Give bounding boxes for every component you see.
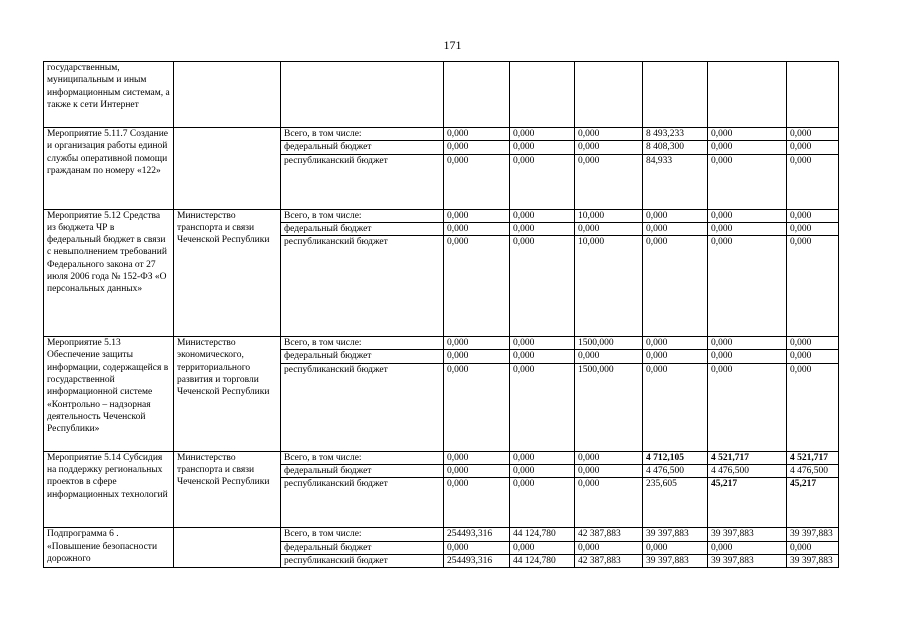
table-row (44, 337, 839, 350)
value-cell: 0,000 (708, 363, 787, 451)
budget-label: федеральный бюджет (281, 350, 444, 363)
executor: Министерство транспорта и связи Чеченской Республики (174, 451, 281, 528)
value-cell: 0,000 (444, 236, 510, 337)
value-cell: 4 521,717 (787, 451, 839, 464)
value-cell: 39 397,883 (787, 554, 839, 567)
value-cell: 0,000 (787, 350, 839, 363)
value-cell: 0,000 (787, 141, 839, 154)
value-cell: 42 387,883 (575, 528, 643, 541)
executor (174, 62, 281, 128)
value-cell: 4 521,717 (708, 451, 787, 464)
value-cell: 0,000 (708, 337, 787, 350)
value-cell: 0,000 (575, 478, 643, 528)
budget-table (43, 61, 839, 568)
value-cell: 0,000 (708, 209, 787, 222)
value-cell: 0,000 (510, 363, 575, 451)
value-cell: 4 476,500 (708, 465, 787, 478)
value-cell: 44 124,780 (510, 554, 575, 567)
value-cell: 0,000 (787, 541, 839, 554)
table-row (44, 209, 839, 222)
value-cell: 8 408,300 (643, 141, 708, 154)
value-cell: 0,000 (510, 209, 575, 222)
value-cell: 0,000 (643, 236, 708, 337)
value-cell: 235,605 (643, 478, 708, 528)
value-cell: 8 493,233 (643, 128, 708, 141)
value-cell: 39 397,883 (708, 554, 787, 567)
value-cell: 0,000 (643, 337, 708, 350)
value-cell: 39 397,883 (787, 528, 839, 541)
value-cell: 0,000 (510, 141, 575, 154)
value-cell: 0,000 (575, 141, 643, 154)
value-cell: 39 397,883 (643, 528, 708, 541)
value-cell: 0,000 (444, 209, 510, 222)
value-cell: 0,000 (510, 154, 575, 209)
value-cell: 0,000 (444, 451, 510, 464)
value-cell: 4 476,500 (787, 465, 839, 478)
value-cell: 0,000 (787, 236, 839, 337)
value-cell: 0,000 (510, 478, 575, 528)
budget-label: республиканский бюджет (281, 478, 444, 528)
value-cell: 0,000 (787, 222, 839, 235)
measure-name: Мероприятие 5.11.7 Создание и организация работы единой службы оперативной помощи гражданам по номеру «122» (44, 128, 174, 210)
value-cell: 0,000 (510, 541, 575, 554)
measure-name: Мероприятие 5.12 Средства из бюджета ЧР в федеральный бюджет в связи с невыполнением требований Федерального закона от 27 июля 2006 года № 152-ФЗ «О персональных данных» (44, 209, 174, 337)
value-cell: 4 476,500 (643, 465, 708, 478)
value-cell: 0,000 (575, 222, 643, 235)
value-cell: 0,000 (643, 363, 708, 451)
value-cell: 0,000 (708, 141, 787, 154)
value-cell: 0,000 (444, 541, 510, 554)
table-row (44, 62, 839, 128)
value-cell: 0,000 (510, 465, 575, 478)
value-cell: 10,000 (575, 236, 643, 337)
budget-label: федеральный бюджет (281, 465, 444, 478)
page-number: 171 (443, 38, 462, 52)
value-cell: 4 712,105 (643, 451, 708, 464)
executor (174, 528, 281, 568)
value-cell: 39 397,883 (708, 528, 787, 541)
value-cell: 42 387,883 (575, 554, 643, 567)
value-cell: 0,000 (708, 128, 787, 141)
budget-label: республиканский бюджет (281, 154, 444, 209)
value-cell: 0,000 (708, 541, 787, 554)
value-cell: 0,000 (444, 222, 510, 235)
value-cell: 0,000 (643, 222, 708, 235)
value-cell: 0,000 (575, 128, 643, 141)
value-cell: 45,217 (787, 478, 839, 528)
value-cell: 0,000 (787, 154, 839, 209)
budget-label: Всего, в том числе: (281, 209, 444, 222)
budget-label: Всего, в том числе: (281, 451, 444, 464)
executor: Министерство экономического, территориального развития и торговли Чеченской Республики (174, 337, 281, 452)
executor (174, 128, 281, 210)
value-cell: 0,000 (643, 209, 708, 222)
budget-label: федеральный бюджет (281, 541, 444, 554)
budget-label: Всего, в том числе: (281, 128, 444, 141)
value-cell: 0,000 (444, 478, 510, 528)
value-cell: 45,217 (708, 478, 787, 528)
budget-label: Всего, в том числе: (281, 337, 444, 350)
budget-label: республиканский бюджет (281, 554, 444, 567)
value-cell: 1500,000 (575, 337, 643, 350)
value-cell: 0,000 (510, 451, 575, 464)
measure-name: Мероприятие 5.13 Обеспечение защиты информации, содержащейся в государственной информационной системе «Контрольно – надзорная деятельность Чеченской Республики» (44, 337, 174, 452)
budget-label: республиканский бюджет (281, 363, 444, 451)
measure-name: государственным, муниципальным и иным информационным системам, а также к сети Интернет (44, 62, 174, 128)
executor: Министерство транспорта и связи Чеченской Республики (174, 209, 281, 337)
value-cell: 0,000 (510, 350, 575, 363)
value-cell: 0,000 (643, 541, 708, 554)
value-cell: 0,000 (708, 222, 787, 235)
value-cell: 0,000 (643, 350, 708, 363)
budget-label: республиканский бюджет (281, 236, 444, 337)
value-cell: 84,933 (643, 154, 708, 209)
value-cell: 0,000 (787, 128, 839, 141)
value-cell: 254493,316 (444, 554, 510, 567)
table-row (44, 451, 839, 464)
value-cell: 0,000 (575, 541, 643, 554)
value-cell: 0,000 (444, 337, 510, 350)
value-cell: 0,000 (708, 350, 787, 363)
value-cell: 0,000 (708, 236, 787, 337)
value-cell: 0,000 (787, 337, 839, 350)
value-cell: 1500,000 (575, 363, 643, 451)
value-cell: 0,000 (787, 363, 839, 451)
value-cell: 0,000 (575, 350, 643, 363)
budget-label: Всего, в том числе: (281, 528, 444, 541)
value-cell: 44 124,780 (510, 528, 575, 541)
value-cell: 0,000 (444, 154, 510, 209)
value-cell: 0,000 (444, 465, 510, 478)
value-cell: 0,000 (510, 236, 575, 337)
budget-label: федеральный бюджет (281, 141, 444, 154)
value-cell: 254493,316 (444, 528, 510, 541)
table-row (44, 128, 839, 141)
value-cell: 0,000 (444, 141, 510, 154)
value-cell: 0,000 (575, 465, 643, 478)
value-cell: 0,000 (575, 154, 643, 209)
value-cell: 0,000 (708, 154, 787, 209)
value-cell: 0,000 (444, 128, 510, 141)
measure-name: Подпрограмма 6 . «Повышение безопасности дорожного (44, 528, 174, 568)
value-cell: 39 397,883 (643, 554, 708, 567)
value-cell: 0,000 (787, 209, 839, 222)
budget-label: федеральный бюджет (281, 222, 444, 235)
value-cell: 0,000 (510, 337, 575, 350)
value-cell: 0,000 (510, 128, 575, 141)
value-cell: 0,000 (444, 350, 510, 363)
value-cell: 0,000 (510, 222, 575, 235)
value-cell: 10,000 (575, 209, 643, 222)
measure-name: Мероприятие 5.14 Субсидия на поддержку региональных проектов в сфере информационных технологий (44, 451, 174, 528)
value-cell: 0,000 (575, 451, 643, 464)
table-row (44, 528, 839, 541)
value-cell: 0,000 (444, 363, 510, 451)
